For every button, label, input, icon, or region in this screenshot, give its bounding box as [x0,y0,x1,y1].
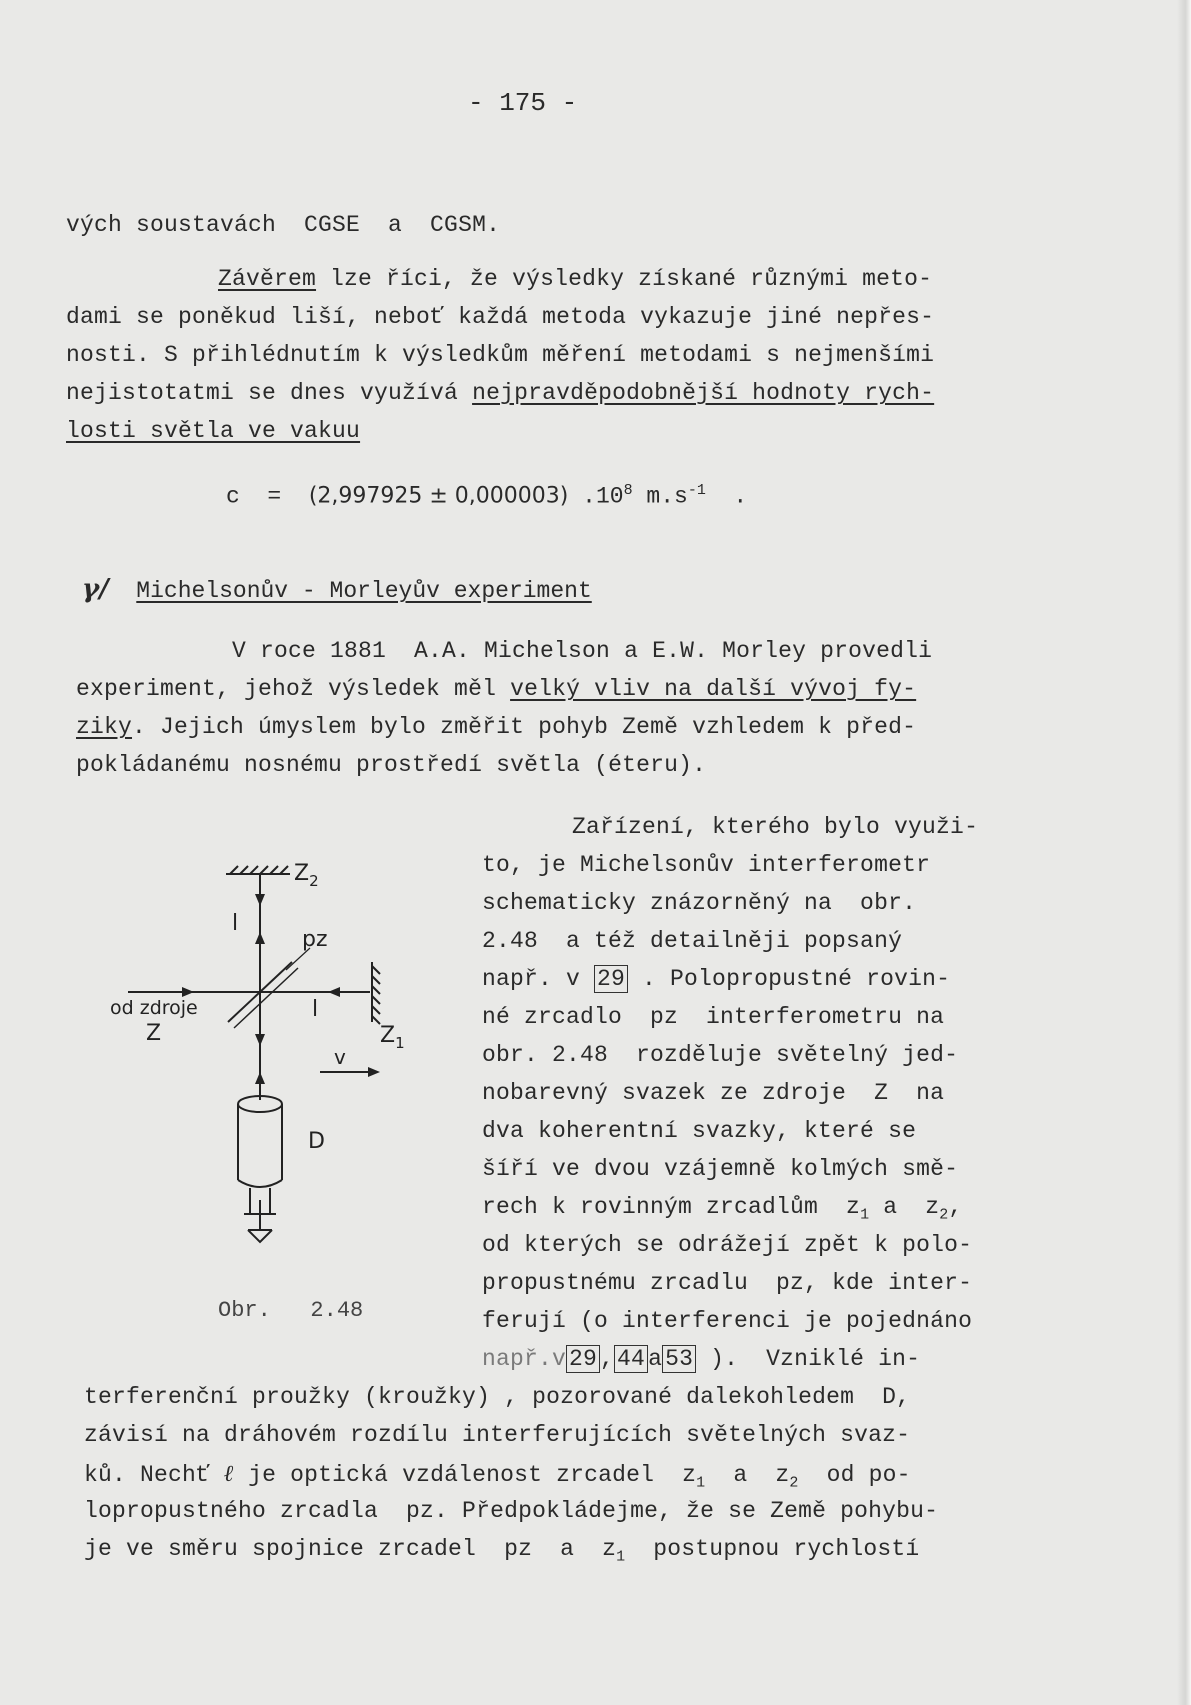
paragraph2-line-15: např.v 29 , 44 a 53 ). Vzniklé in- [482,1346,921,1372]
michelson-interferometer-diagram [108,850,438,1260]
paragraph3-line-1: terferenční proužky (kroužky) , pozorované dalekohledem D, [84,1384,911,1410]
arrow-up-icon [255,932,265,944]
conclusion-line-2: dami se poněkud liší, neboť každá metoda vykazuje jiné nepřes- [66,304,935,330]
paragraph2-line-9: dva koherentní svazky, které se [482,1118,917,1144]
paragraph3-line-2: závisí na dráhovém rozdílu interferujících světelných svaz- [84,1422,911,1448]
page-number: - 175 - [468,88,578,118]
paragraph-text: je ve směru spojnice zrcadel pz a z [84,1536,617,1562]
speed-of-light-formula [226,482,747,510]
paragraph2-line-8: nobarevný svazek ze zdroje Z na [482,1080,945,1106]
paragraph-text: a z [705,1462,790,1488]
conclusion-text: nejistotatmi se dnes využívá [66,380,473,406]
formula-mult: .10 [568,483,624,510]
paragraph-text: např. v [482,966,595,992]
formula-unit: m.s [632,483,688,510]
paragraph2-line-2: to, je Michelsonův interferometr [482,852,931,878]
citation-ref: 44 [614,1345,648,1373]
paragraph-text: , [948,1194,963,1220]
section-title: Michelsonův - Morleyův experiment [136,578,592,604]
underlined-phrase: nejpravděpodobnější hodnoty rych- [472,380,935,406]
paragraph1-line-3 [76,714,916,740]
label-v: v [334,1045,346,1069]
paragraph2-line-7: obr. 2.48 rozděluje světelný jed- [482,1042,959,1068]
arrow-down-icon [255,1034,265,1046]
ell-symbol: ℓ [224,1460,235,1487]
conclusion-line-1 [218,266,932,292]
page-edge [1177,0,1191,1705]
label-Z: Z [146,1021,162,1046]
conclusion-line-4 [66,380,934,406]
underlined-word: Závěrem [218,266,317,292]
paragraph-text: a [648,1346,663,1372]
paragraph3-line-5 [84,1536,919,1566]
paragraph1-line-1: V roce 1881 A.A. Michelson a E.W. Morley provedli [232,638,933,664]
paragraph-text: experiment, jehož výsledek měl [76,676,511,702]
formula-value: (2,997925 ± 0,000003) [308,483,569,509]
section-marker: γ/ [82,574,109,604]
paragraph-text: ). Vzniklé in- [696,1346,921,1372]
subscript: 1 [696,1474,706,1492]
formula-exponent: 8 [623,482,633,499]
paragraph-text: a z [869,1194,940,1220]
paragraph2-line-14: ferují (o interferenci je pojednáno [482,1308,973,1334]
paragraph1-line-2 [76,676,916,702]
paragraph2-line-10: šíří ve dvou vzájemně kolmých smě- [482,1156,959,1182]
paragraph2-line-3: schematicky znázorněný na obr. [482,890,917,916]
label-pz: pz [302,927,328,952]
label-z2: $Z_2$ [294,861,319,890]
label-source: od zdroje [110,997,198,1019]
subscript: 2 [789,1474,799,1492]
formula-end: . [705,483,748,510]
paragraph-text: postupnou rychlostí [625,1536,920,1562]
formula-unit-exponent: -1 [687,482,706,499]
citation-ref: 53 [662,1345,696,1373]
paragraph2-line-6: né zrcadlo pz interferometru na [482,1004,945,1030]
paragraph2-line-5 [482,966,950,992]
conclusion-text: lze říci, že výsledky získané různými meto- [316,266,933,292]
subscript: 1 [860,1206,870,1224]
arrow-left-icon [328,987,340,997]
label-l-top: l [232,911,239,936]
label-z1: $Z_1$ [380,1023,405,1052]
paragraph2-line-4: 2.48 a též detailněji popsaný [482,928,903,954]
paragraph-text: ků. Nechť [84,1462,225,1488]
arrow-right-icon [368,1067,380,1077]
arrow-down-icon [255,894,265,906]
paragraph-text: např.v [482,1346,567,1372]
paragraph-text: . Jejich úmyslem bylo změřit pohyb Země vzhledem k před- [132,714,917,740]
paragraph3-line-4: lopropustného zrcadla pz. Předpokládejme, že se Země pohybu- [84,1498,939,1524]
paragraph3-line-3 [84,1460,911,1492]
top-line: vých soustavách CGSE a CGSM. [66,212,501,238]
paragraph2-line-11 [482,1194,963,1224]
paragraph2-line-12: od kterých se odrážejí zpět k polo- [482,1232,973,1258]
figure-caption: Obr. 2.48 [218,1298,364,1323]
arrow-up-icon [255,1072,265,1084]
conclusion-line-5: losti světla ve vakuu [66,418,361,444]
formula-lhs: c = [226,483,309,510]
label-D: D [308,1129,325,1154]
underlined-word: ziky [76,714,133,740]
paragraph2-line-1: Zařízení, kterého bylo využi- [572,814,979,840]
citation-ref: 29 [594,965,628,993]
arrow-right-icon [182,987,194,997]
citation-ref: 29 [566,1345,600,1373]
paragraph-text: je optická vzdálenost zrcadel z [234,1462,697,1488]
paragraph-text: . Polopropustné rovin- [628,966,951,992]
label-l-right: l [312,997,319,1022]
conclusion-line-3: nosti. S přihlédnutím k výsledkům měření metodami s nejmenšími [66,342,935,368]
underlined-phrase: velký vliv na další vývoj fy- [510,676,917,702]
paragraph2-line-13: propustnému zrcadlu pz, kde inter- [482,1270,973,1296]
paragraph-text: od po- [798,1462,911,1488]
paragraph-text: rech k rovinným zrcadlům z [482,1194,861,1220]
subscript: 2 [939,1206,949,1224]
section-heading [82,574,592,604]
subscript: 1 [616,1548,626,1566]
paragraph1-line-4: pokládanému nosnému prostředí světla (éteru). [76,752,707,778]
